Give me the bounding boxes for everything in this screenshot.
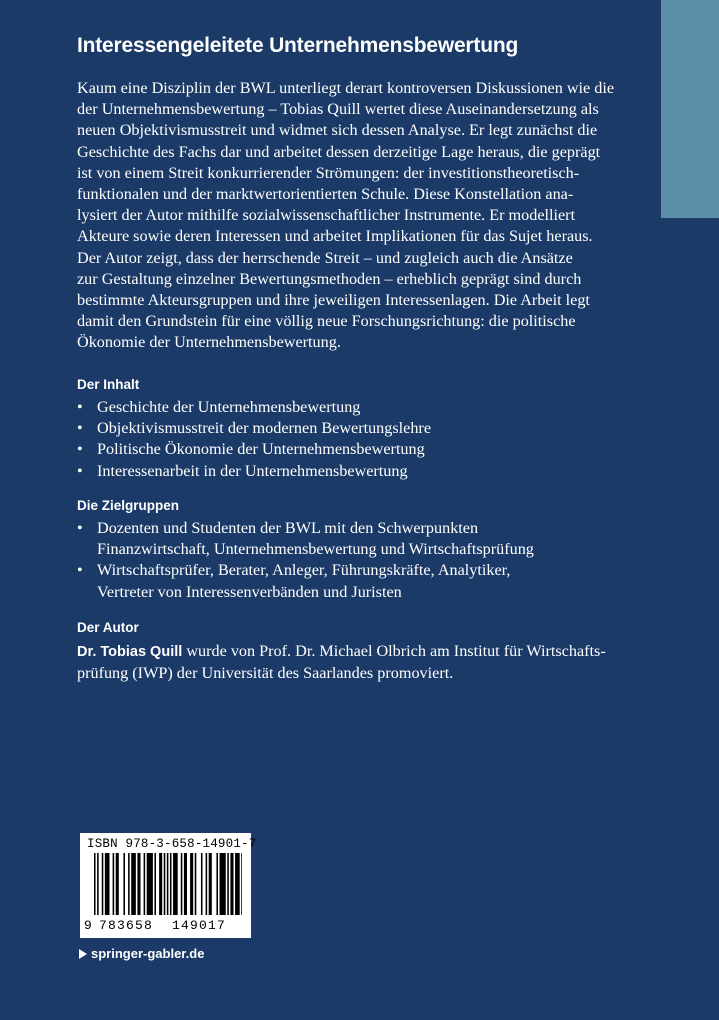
book-title: Interessengeleitete Unternehmensbewertung	[77, 34, 519, 57]
website-label: springer-gabler.de	[91, 946, 205, 961]
list-item: • Politische Ökonomie der Unternehmensbewertung	[77, 439, 431, 460]
intro-line: neuen Objektivismusstreit und widmet sich dessen Analyse. Er legt zunächst die	[77, 121, 598, 140]
author-bio-line: prüfung (IWP) der Universität des Saarlandes promoviert.	[77, 664, 454, 683]
intro-line: der Unternehmensbewertung – Tobias Quill wertet diese Auseinandersetzung als	[77, 100, 599, 119]
author-bio	[77, 641, 606, 684]
list-item: • Objektivismusstreit der modernen Bewertungslehre	[77, 418, 431, 439]
intro-line: Akteure sowie deren Interessen und arbeitet Implikationen für das Sujet heraus.	[77, 227, 593, 246]
list-item: • Interessenarbeit in der Unternehmensbewertung	[77, 461, 431, 482]
list-item: • Wirtschaftsprüfer, Berater, Anleger, Führungskräfte, Analytiker, Vertreter von Interessenverbänden und Juristen	[77, 560, 534, 602]
zielgruppen-heading: Die Zielgruppen	[77, 498, 180, 513]
author-name: Dr. Tobias Quill	[77, 644, 183, 660]
barcode-digit-first: 9	[84, 918, 92, 933]
list-item: • Dozenten und Studenten der BWL mit den Schwerpunkten Finanzwirtschaft, Unternehmensbewertung und Wirtschaftsprüfung	[77, 518, 534, 560]
barcode-digits-right: 149017	[172, 918, 227, 933]
intro-line: Kaum eine Disziplin der BWL unterliegt derart kontroversen Diskussionen wie die	[77, 79, 615, 97]
list-item: • Geschichte der Unternehmensbewertung	[77, 397, 431, 418]
intro-line: damit den Grundstein für eine völlig neue Forschungsrichtung: die politische	[77, 312, 576, 331]
intro-line: lysiert der Autor mithilfe sozialwissenschaftlicher Instrumente. Er modelliert	[77, 206, 576, 225]
author-bio-line: wurde von Prof. Dr. Michael Olbrich am Institut für Wirtschafts-	[182, 642, 606, 660]
intro-line: bestimmte Akteursgruppen und ihre jeweiligen Interessenlagen. Die Arbeit legt	[77, 291, 590, 310]
barcode-digits-left: 783658	[99, 918, 154, 933]
inhalt-heading: Der Inhalt	[77, 377, 140, 392]
zielgruppen-list	[77, 518, 534, 603]
isbn-number: ISBN 978-3-658-14901-7	[87, 837, 257, 851]
intro-paragraph	[77, 78, 649, 354]
barcode-bars	[94, 853, 242, 921]
play-arrow-icon	[79, 949, 87, 959]
intro-line: Ökonomie der Unternehmensbewertung.	[77, 333, 341, 352]
intro-line: zur Gestaltung einzelner Bewertungsmethoden – erheblich geprägt sind durch	[77, 269, 582, 288]
intro-line: Geschichte des Fachs dar und arbeitet dessen derzeitige Lage heraus, die geprägt	[77, 142, 601, 161]
inhalt-list	[77, 397, 431, 482]
autor-heading: Der Autor	[77, 620, 139, 635]
isbn-barcode	[80, 833, 257, 938]
publisher-link[interactable]	[79, 946, 204, 961]
accent-bar	[661, 0, 719, 218]
intro-line: Der Autor zeigt, dass der herrschende Streit – und zugleich auch die Ansätze	[77, 248, 573, 267]
intro-line: funktionalen und der marktwertorientierten Schule. Diese Konstellation ana-	[77, 185, 574, 204]
intro-line: ist von einem Streit konkurrierender Strömungen: der investitionstheoretisch-	[77, 163, 580, 182]
